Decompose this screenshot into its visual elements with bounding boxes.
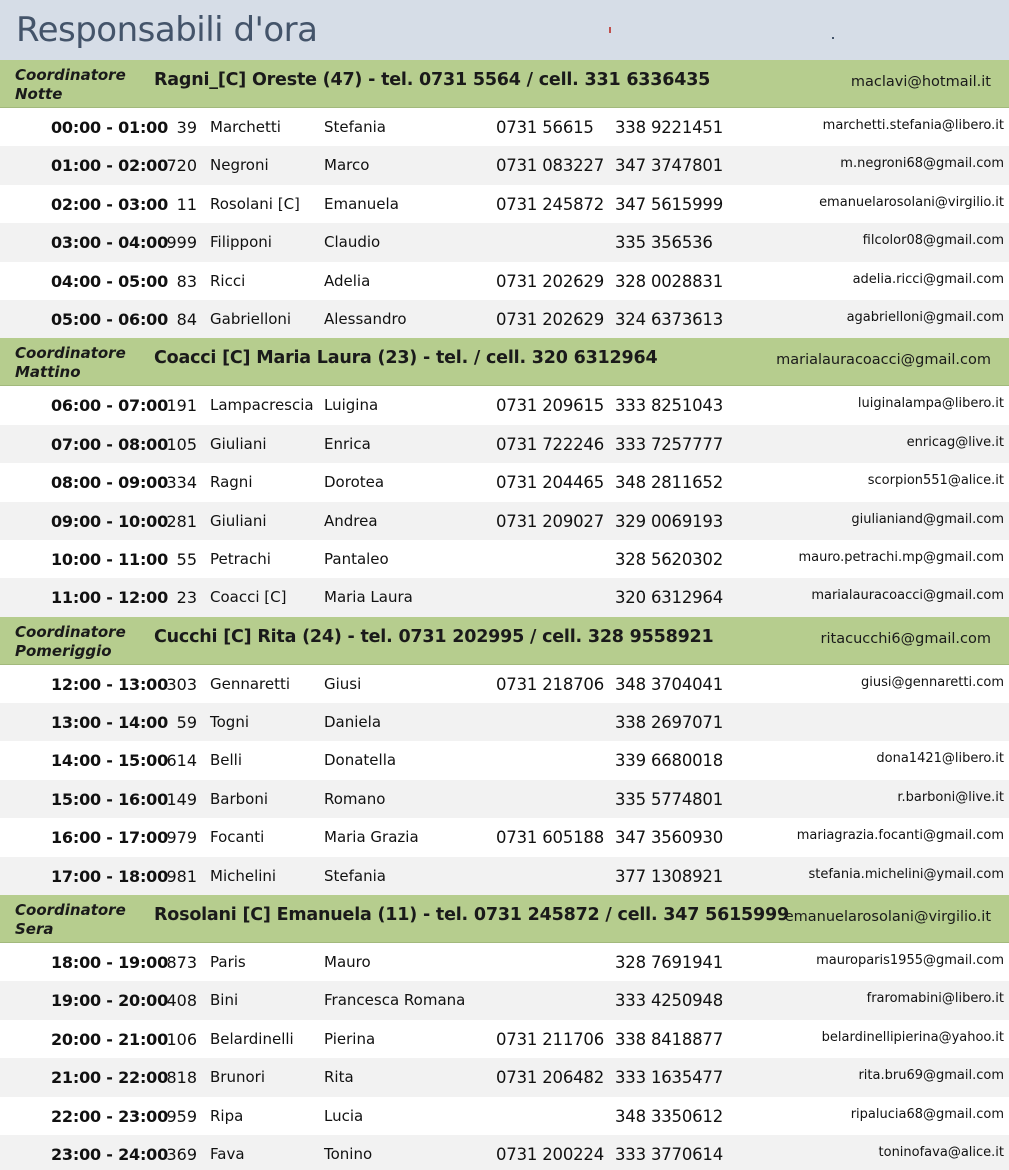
member-phone: 0731 722246 <box>496 434 605 454</box>
time-slot: 20:00 - 21:00 <box>51 1029 169 1049</box>
member-surname: Belardinelli <box>210 1029 294 1048</box>
member-number: 818 <box>166 1068 197 1088</box>
member-mobile: 333 8251043 <box>615 396 724 416</box>
coordinator-band <box>0 617 1009 665</box>
time-slot: 10:00 - 11:00 <box>51 549 169 569</box>
member-email[interactable]: toninofava@alice.it <box>878 1144 1004 1160</box>
member-number: 614 <box>166 751 197 771</box>
member-mobile: 339 6680018 <box>615 751 724 771</box>
member-name: Maria Grazia <box>324 828 419 847</box>
member-phone: 0731 218706 <box>496 674 605 694</box>
coordinator-label-line: Mattino <box>15 363 81 382</box>
member-name: Dorotea <box>324 473 385 492</box>
member-phone: 0731 200224 <box>496 1144 605 1164</box>
member-surname: Filipponi <box>210 233 272 252</box>
table-row <box>0 665 1009 703</box>
member-mobile: 328 7691941 <box>615 953 724 973</box>
member-email[interactable]: giulianiand@gmail.com <box>851 511 1004 527</box>
member-number: 59 <box>176 713 197 733</box>
member-name: Luigina <box>324 396 379 415</box>
time-slot: 06:00 - 07:00 <box>51 396 169 416</box>
table-row <box>0 146 1009 184</box>
coordinator-label-line: Sera <box>15 920 54 939</box>
table-row <box>0 1020 1009 1058</box>
member-email[interactable]: adelia.ricci@gmail.com <box>852 271 1004 287</box>
member-name: Mauro <box>324 953 371 972</box>
title-mark <box>609 27 611 33</box>
member-mobile: 335 5774801 <box>615 789 724 809</box>
coordinator-info: Coacci [C] Maria Laura (23) - tel. / cell. 320 6312964 <box>154 348 658 369</box>
coordinator-label <box>15 344 145 382</box>
member-surname: Negroni <box>210 156 269 175</box>
member-email[interactable]: belardinellipierina@yahoo.it <box>821 1029 1004 1045</box>
member-mobile: 333 4250948 <box>615 991 724 1011</box>
member-number: 369 <box>166 1144 197 1164</box>
member-name: Alessandro <box>324 309 407 328</box>
member-email[interactable]: mauro.petrachi.mp@gmail.com <box>798 549 1004 565</box>
member-surname: Michelini <box>210 866 277 885</box>
coordinator-label <box>15 623 145 661</box>
member-mobile: 333 1635477 <box>615 1068 724 1088</box>
time-slot: 14:00 - 15:00 <box>51 751 169 771</box>
page-title: Responsabili d'ora <box>16 10 318 50</box>
time-slot: 13:00 - 14:00 <box>51 713 169 733</box>
member-phone: 0731 202629 <box>496 309 605 329</box>
member-email[interactable]: mauroparis1955@gmail.com <box>816 953 1004 969</box>
member-email[interactable]: fraromabini@libero.it <box>866 991 1004 1007</box>
member-surname: Barboni <box>210 789 269 808</box>
member-name: Stefania <box>324 866 386 885</box>
member-number: 55 <box>176 549 197 569</box>
table-row <box>0 185 1009 223</box>
member-name: Emanuela <box>324 194 399 213</box>
member-mobile: 324 6373613 <box>615 309 724 329</box>
coordinator-label-line: Notte <box>15 85 63 103</box>
coordinator-email[interactable]: marialauracoacci@gmail.com <box>776 352 991 369</box>
member-mobile: 333 7257777 <box>615 434 724 454</box>
member-mobile: 348 3350612 <box>615 1106 724 1126</box>
member-name: Adelia <box>324 271 371 290</box>
member-email[interactable]: rita.bru69@gmail.com <box>858 1068 1004 1084</box>
coordinator-label <box>15 66 145 104</box>
member-number: 873 <box>166 953 197 973</box>
member-mobile: 348 3704041 <box>615 674 724 694</box>
member-phone: 0731 211706 <box>496 1029 605 1049</box>
member-email[interactable]: m.negroni68@gmail.com <box>840 156 1004 172</box>
time-slot: 09:00 - 10:00 <box>51 511 169 531</box>
member-number: 149 <box>166 789 197 809</box>
member-surname: Ragni <box>210 473 253 492</box>
member-surname: Coacci [C] <box>210 588 287 607</box>
member-number: 84 <box>176 309 197 329</box>
member-name: Claudio <box>324 233 381 252</box>
member-number: 979 <box>166 828 197 848</box>
time-slot: 07:00 - 08:00 <box>51 434 169 454</box>
member-name: Rita <box>324 1068 354 1087</box>
member-number: 23 <box>176 588 197 608</box>
member-name: Giusi <box>324 674 362 693</box>
time-slot: 04:00 - 05:00 <box>51 271 169 291</box>
member-email[interactable]: giusi@gennaretti.com <box>861 674 1004 690</box>
member-number: 334 <box>166 473 197 493</box>
member-name: Maria Laura <box>324 588 413 607</box>
member-number: 303 <box>166 674 197 694</box>
member-name: Pantaleo <box>324 549 389 568</box>
member-mobile: 347 3747801 <box>615 156 724 176</box>
coordinator-band <box>0 895 1009 943</box>
title-bar <box>0 0 1009 60</box>
member-surname: Belli <box>210 751 243 770</box>
table-row <box>0 223 1009 261</box>
table-row <box>0 780 1009 818</box>
member-mobile: 338 9221451 <box>615 118 724 137</box>
member-surname: Giuliani <box>210 434 267 453</box>
table-row <box>0 741 1009 779</box>
member-name: Romano <box>324 789 386 808</box>
schedule-sheet <box>0 60 1009 1170</box>
time-slot: 19:00 - 20:00 <box>51 991 169 1011</box>
member-mobile: 347 5615999 <box>615 194 724 214</box>
member-surname: Gennaretti <box>210 674 291 693</box>
coordinator-label-line: Coordinatore <box>15 66 126 84</box>
member-mobile: 338 2697071 <box>615 713 724 733</box>
member-phone: 0731 204465 <box>496 473 605 493</box>
coordinator-email[interactable]: ritacucchi6@gmail.com <box>820 630 991 647</box>
member-email[interactable]: scorpion551@alice.it <box>867 473 1004 489</box>
member-name: Andrea <box>324 511 378 530</box>
time-slot: 11:00 - 12:00 <box>51 588 169 608</box>
member-email[interactable]: agabrielloni@gmail.com <box>846 309 1004 325</box>
member-mobile: 377 1308921 <box>615 866 724 886</box>
member-name: Francesca Romana <box>324 991 466 1010</box>
member-name: Tonino <box>324 1144 373 1163</box>
member-surname: Togni <box>210 713 249 732</box>
member-surname: Ricci <box>210 271 246 290</box>
table-row <box>0 578 1009 616</box>
time-slot: 22:00 - 23:00 <box>51 1106 169 1126</box>
member-mobile: 328 5620302 <box>615 549 724 569</box>
member-email[interactable]: filcolor08@gmail.com <box>862 233 1004 249</box>
member-number: 720 <box>166 156 197 176</box>
member-email[interactable]: ripalucia68@gmail.com <box>850 1106 1004 1122</box>
coordinator-email[interactable]: maclavi@hotmail.it <box>850 74 991 90</box>
member-email[interactable]: enricag@live.it <box>906 434 1004 450</box>
table-row <box>0 386 1009 424</box>
member-number: 959 <box>166 1106 197 1126</box>
coordinator-label-line: Coordinatore <box>15 622 126 641</box>
member-mobile: 338 8418877 <box>615 1029 724 1049</box>
table-row <box>0 300 1009 338</box>
member-surname: Brunori <box>210 1068 265 1087</box>
table-row <box>0 1097 1009 1135</box>
coordinator-info: Ragni_[C] Oreste (47) - tel. 0731 5564 / cell. 331 6336435 <box>154 70 711 90</box>
member-mobile: 335 356536 <box>615 233 713 253</box>
table-row <box>0 981 1009 1019</box>
member-mobile: 320 6312964 <box>615 588 724 608</box>
member-phone: 0731 209615 <box>496 396 605 416</box>
coordinator-label-line: Coordinatore <box>15 901 126 920</box>
coordinator-label-line: Coordinatore <box>15 344 126 363</box>
member-email[interactable]: luiginalampa@libero.it <box>857 396 1004 412</box>
member-email[interactable]: dona1421@libero.it <box>876 751 1004 767</box>
member-name: Pierina <box>324 1029 376 1048</box>
table-row <box>0 1058 1009 1096</box>
time-slot: 08:00 - 09:00 <box>51 473 169 493</box>
member-number: 83 <box>176 271 197 291</box>
member-name: Enrica <box>324 434 371 453</box>
coordinator-band <box>0 338 1009 386</box>
member-surname: Focanti <box>210 828 265 847</box>
member-phone: 0731 083227 <box>496 156 605 176</box>
member-mobile: 329 0069193 <box>615 511 724 531</box>
table-row <box>0 818 1009 856</box>
time-slot: 12:00 - 13:00 <box>51 674 169 694</box>
member-number: 106 <box>166 1029 197 1049</box>
time-slot: 01:00 - 02:00 <box>51 156 169 176</box>
member-number: 105 <box>166 434 197 454</box>
member-surname: Ripa <box>210 1106 244 1125</box>
coordinator-info: Cucchi [C] Rita (24) - tel. 0731 202995 / cell. 328 9558921 <box>154 626 714 647</box>
time-slot: 05:00 - 06:00 <box>51 309 169 329</box>
member-email[interactable]: marialauracoacci@gmail.com <box>811 588 1004 604</box>
member-name: Marco <box>324 156 370 175</box>
member-phone: 0731 202629 <box>496 271 605 291</box>
member-mobile: 347 3560930 <box>615 828 724 848</box>
member-number: 408 <box>166 991 197 1011</box>
time-slot: 02:00 - 03:00 <box>51 194 169 214</box>
member-surname: Paris <box>210 953 246 972</box>
member-surname: Gabrielloni <box>210 309 292 328</box>
table-row <box>0 703 1009 741</box>
member-email[interactable]: stefania.michelini@ymail.com <box>808 866 1004 882</box>
time-slot: 03:00 - 04:00 <box>51 233 169 253</box>
time-slot: 23:00 - 24:00 <box>51 1144 169 1164</box>
table-row <box>0 108 1009 146</box>
member-number: 191 <box>166 396 197 416</box>
time-slot: 16:00 - 17:00 <box>51 828 169 848</box>
member-surname: Petrachi <box>210 549 271 568</box>
member-number: 39 <box>176 118 197 137</box>
member-email[interactable]: r.barboni@live.it <box>897 789 1004 805</box>
time-slot: 17:00 - 18:00 <box>51 866 169 886</box>
member-surname: Rosolani [C] <box>210 194 300 213</box>
title-dot <box>832 37 834 39</box>
time-slot: 15:00 - 16:00 <box>51 789 169 809</box>
member-surname: Fava <box>210 1144 245 1163</box>
time-slot: 21:00 - 22:00 <box>51 1068 169 1088</box>
table-row <box>0 857 1009 895</box>
member-number: 11 <box>176 194 197 214</box>
table-row <box>0 540 1009 578</box>
member-number: 981 <box>166 866 197 886</box>
table-row <box>0 943 1009 981</box>
member-email[interactable]: emanuelarosolani@virgilio.it <box>819 194 1004 210</box>
member-phone: 0731 605188 <box>496 828 605 848</box>
member-number: 999 <box>166 233 197 253</box>
table-row <box>0 262 1009 300</box>
member-name: Lucia <box>324 1106 364 1125</box>
member-mobile: 328 0028831 <box>615 271 724 291</box>
coordinator-band <box>0 60 1009 108</box>
member-phone: 0731 245872 <box>496 194 605 214</box>
time-slot: 00:00 - 01:00 <box>51 118 169 137</box>
member-email[interactable]: marchetti.stefania@libero.it <box>822 118 1004 133</box>
table-row <box>0 425 1009 463</box>
member-surname: Lampacrescia <box>210 396 314 415</box>
member-number: 281 <box>166 511 197 531</box>
coordinator-info: Rosolani [C] Emanuela (11) - tel. 0731 245872 / cell. 347 5615999 <box>154 905 789 926</box>
member-phone: 0731 206482 <box>496 1068 605 1088</box>
coordinator-label <box>15 901 145 939</box>
member-surname: Bini <box>210 991 239 1010</box>
time-slot: 18:00 - 19:00 <box>51 953 169 973</box>
member-name: Stefania <box>324 118 386 136</box>
member-mobile: 333 3770614 <box>615 1144 724 1164</box>
table-row <box>0 1135 1009 1170</box>
member-surname: Giuliani <box>210 511 267 530</box>
table-row <box>0 502 1009 540</box>
member-name: Donatella <box>324 751 397 770</box>
table-row <box>0 463 1009 501</box>
coordinator-email[interactable]: emanuelarosolani@virgilio.it <box>784 909 991 926</box>
member-email[interactable]: mariagrazia.focanti@gmail.com <box>796 828 1004 844</box>
coordinator-label-line: Pomeriggio <box>15 641 112 660</box>
member-mobile: 348 2811652 <box>615 473 724 493</box>
member-surname: Marchetti <box>210 118 281 136</box>
member-phone: 0731 209027 <box>496 511 605 531</box>
member-name: Daniela <box>324 713 382 732</box>
member-phone: 0731 56615 <box>496 118 594 137</box>
